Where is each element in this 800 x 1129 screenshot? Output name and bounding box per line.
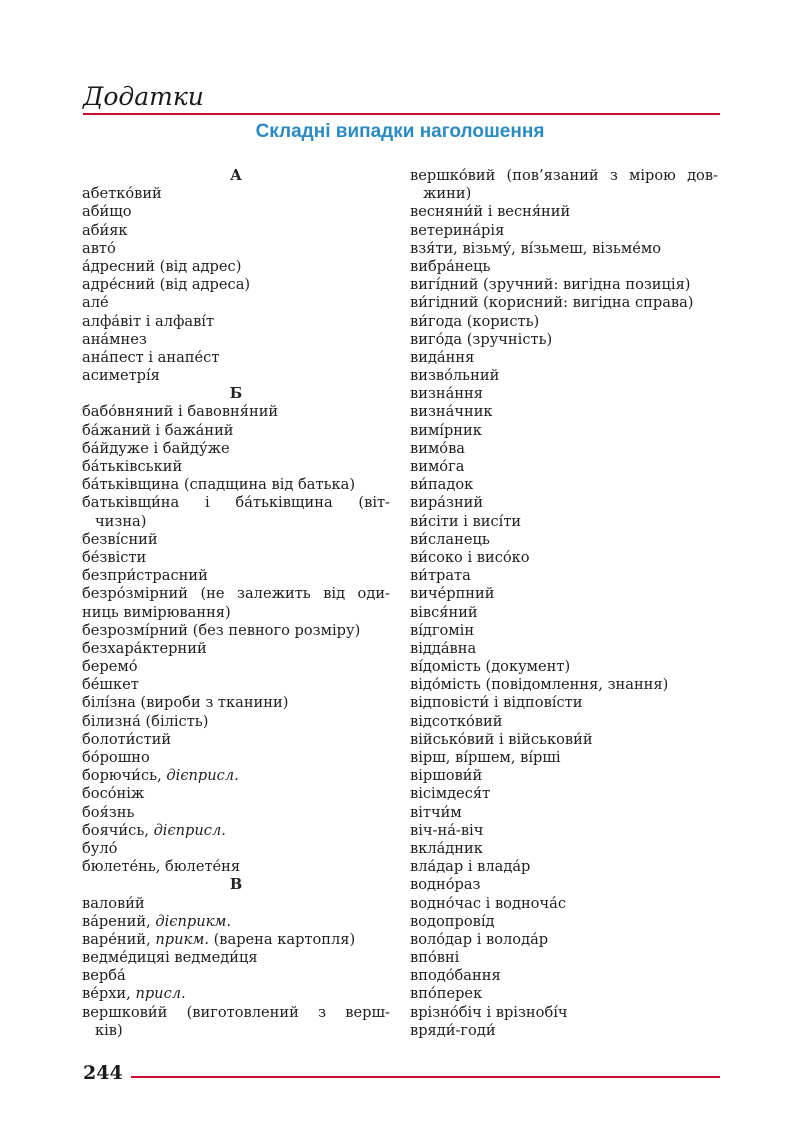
- entry-text: білі́зна (вироби з тканини): [82, 694, 289, 712]
- entry-text: безро́змірний (не залежить від оди-: [82, 585, 390, 603]
- entry-text: ви́года (користь): [410, 312, 540, 330]
- entry-text: борючи́сь,: [82, 767, 167, 785]
- dictionary-entry: [410, 203, 718, 221]
- dictionary-entry: [82, 731, 390, 749]
- dictionary-entry: [82, 949, 390, 967]
- dictionary-entry: [410, 604, 718, 622]
- entry-text: безхара́ктерний: [82, 639, 207, 657]
- dictionary-entry: [410, 785, 718, 803]
- grammar-note: дієприкм.: [155, 912, 232, 930]
- entry-text: ана́мнез: [82, 330, 147, 348]
- entry-text: вимо́га: [410, 458, 465, 475]
- entry-text: асиметрі́я: [82, 367, 160, 385]
- dictionary-entry: [82, 694, 390, 712]
- dictionary-entry: [82, 476, 390, 494]
- entry-text: відо́мість (повідомлення, знання): [410, 676, 669, 694]
- entry-text: ви́сланець: [410, 530, 490, 548]
- entry-text: ба́тьківщина (спадщина від батька): [82, 476, 356, 494]
- dictionary-entry: [82, 985, 390, 1003]
- letter-heading: А: [230, 167, 242, 184]
- grammar-note: присл.: [135, 985, 186, 1003]
- entry-text: алфа́віт і алфаві́т: [82, 312, 215, 330]
- header-divider: [83, 113, 720, 115]
- entry-text: ви́гідний (корисний: вигідна справа): [410, 294, 694, 312]
- entry-text: вершкови́й (виготовлений з верш-: [82, 1003, 390, 1021]
- entry-text: було́: [82, 839, 118, 857]
- entry-text: вітчи́м: [410, 803, 462, 821]
- main-heading: Складні випадки наголошення: [255, 121, 545, 142]
- dictionary-entry: [82, 858, 390, 876]
- entry-text: аби́що: [82, 203, 132, 221]
- entry-text: ве́рхи,: [82, 985, 136, 1003]
- entry-text: вісімдеся́т: [410, 785, 491, 803]
- left-column: [82, 167, 390, 1040]
- dictionary-entry: [410, 640, 718, 658]
- dictionary-entry: [410, 549, 718, 567]
- letter-heading: Б: [229, 385, 243, 403]
- dictionary-entry: [410, 949, 718, 967]
- dictionary-entry: [410, 313, 718, 331]
- dictionary-entry: [410, 804, 718, 822]
- entry-text: ниць вимірювання): [82, 603, 231, 621]
- dictionary-entry: [82, 294, 390, 312]
- dictionary-entry: [82, 895, 390, 913]
- entry-text: визво́льний: [410, 367, 500, 385]
- right-column: [410, 167, 718, 1040]
- dictionary-entry: [410, 967, 718, 985]
- entry-text: віршови́й: [410, 767, 483, 785]
- entry-text: безпри́страсний: [82, 567, 208, 585]
- entry-text: врізно́біч і врізнобі́ч: [410, 1003, 568, 1021]
- entry-text: батьківщи́на і ба́тьківщина (віт-: [82, 494, 390, 512]
- entry-text: вибра́нець: [410, 257, 491, 275]
- dictionary-entry: [410, 985, 718, 1003]
- dictionary-entry: [410, 258, 718, 276]
- dictionary-entry: [410, 876, 718, 894]
- dictionary-entry: [82, 913, 390, 931]
- entry-text: валови́й: [82, 894, 145, 912]
- entry-text: визна́чник: [410, 403, 493, 421]
- entry-text: авто́: [82, 239, 116, 257]
- dictionary-entry: [82, 585, 390, 603]
- dictionary-entry: [82, 222, 390, 240]
- dictionary-entry: [410, 494, 718, 512]
- dictionary-entry: [410, 422, 718, 440]
- dictionary-entry: [410, 895, 718, 913]
- page-number: 244: [83, 1062, 123, 1084]
- dictionary-entry: [410, 385, 718, 403]
- dictionary-entry: [410, 731, 718, 749]
- entry-text: аби́як: [82, 221, 128, 239]
- entry-text: верба́: [82, 967, 126, 985]
- entry-text: ана́пест і анапе́ст: [82, 348, 220, 366]
- entry-text: вла́дар і влада́р: [410, 858, 531, 876]
- entry-text: військо́вий і військови́й: [410, 730, 593, 748]
- entry-text: відсотко́вий: [410, 712, 503, 730]
- entry-text: вигі́дний (зручний: вигідна позиція): [410, 276, 691, 294]
- entry-text: ведме́дицяі ведмеди́ця: [82, 949, 258, 967]
- entry-text: безві́сний: [82, 530, 158, 548]
- dictionary-entry: [410, 858, 718, 876]
- dictionary-entry: [82, 494, 390, 512]
- entry-text: білизна́ (білість): [82, 712, 209, 730]
- dictionary-entry: [410, 276, 718, 294]
- entry-text: ба́йдуже і байду́же: [82, 439, 230, 457]
- entry-text: вимо́ва: [410, 439, 465, 457]
- entry-text: ветерина́рія: [410, 221, 505, 239]
- dictionary-entry: [410, 476, 718, 494]
- entry-text: ків): [95, 1021, 123, 1039]
- dictionary-entry: [82, 567, 390, 585]
- dictionary-entry: [82, 804, 390, 822]
- entry-text: боячи́сь,: [82, 821, 154, 839]
- entry-text: абетко́вий: [82, 185, 162, 203]
- dictionary-entry: [410, 840, 718, 858]
- entry-text: бабо́вняний і бавовня́ний: [82, 403, 279, 421]
- dictionary-entry: [410, 767, 718, 785]
- entry-text: вкла́дник: [410, 839, 483, 857]
- dictionary-entry: [82, 822, 390, 840]
- dictionary-entry: [410, 185, 718, 203]
- dictionary-entry: [82, 658, 390, 676]
- dictionary-entry: [410, 658, 718, 676]
- dictionary-entry: [410, 931, 718, 949]
- dictionary-entry: [82, 1022, 390, 1040]
- entry-text: варе́ний,: [82, 930, 156, 948]
- entry-text: воло́дар і волода́р: [410, 930, 549, 948]
- entry-text: ба́жаний і бажа́ний: [82, 421, 234, 439]
- dictionary-entry: [82, 967, 390, 985]
- dictionary-entry: [410, 167, 718, 185]
- dictionary-entry: [410, 349, 718, 367]
- dictionary-entry: [410, 531, 718, 549]
- entry-text: визна́ння: [410, 385, 483, 403]
- dictionary-entry: [410, 676, 718, 694]
- dictionary-entry: [410, 294, 718, 312]
- letter-heading: В: [229, 876, 243, 894]
- dictionary-entry: [82, 749, 390, 767]
- entry-text: боя́знь: [82, 803, 135, 821]
- dictionary-entry: [82, 767, 390, 785]
- entry-text: виго́да (зручність): [410, 330, 553, 348]
- entry-text: вряди́-годи́: [410, 1021, 496, 1039]
- entry-text: бе́шкет: [82, 676, 139, 694]
- dictionary-entry: [410, 367, 718, 385]
- dictionary-entry: [410, 331, 718, 349]
- entry-text: ві́домість (документ): [410, 658, 571, 676]
- dictionary-entry: [410, 440, 718, 458]
- entry-text: впо́перек: [410, 985, 483, 1003]
- entry-text: вершко́вий (пов’язаний з мірою дов-: [410, 167, 718, 184]
- entry-text: адре́сний (від адреса): [82, 276, 251, 294]
- dictionary-entry: [82, 240, 390, 258]
- grammar-note: дієприсл.: [166, 767, 239, 785]
- section-title: Додатки: [83, 82, 204, 111]
- grammar-note: прикм.: [155, 930, 209, 948]
- entry-text: безрозмі́рний (без певного розміру): [82, 621, 361, 639]
- entry-text: болоти́стий: [82, 730, 172, 748]
- entry-text: але́: [82, 294, 109, 312]
- dictionary-entry: [410, 458, 718, 476]
- dictionary-entry: [82, 676, 390, 694]
- entry-text: ви́соко і висо́ко: [410, 548, 530, 566]
- entry-text: водно́час і водноча́с: [410, 894, 566, 912]
- dictionary-entry: [82, 840, 390, 858]
- dictionary-entry: [410, 694, 718, 712]
- dictionary-entry: [82, 931, 390, 949]
- entry-text: бюлете́нь, бюлете́ня: [82, 858, 241, 876]
- dictionary-entry: [82, 785, 390, 803]
- dictionary-entry: [410, 585, 718, 603]
- entry-text: водопрові́д: [410, 912, 495, 930]
- entry-text: бо́рошно: [82, 749, 150, 766]
- entry-text: вірш, ві́ршем, ві́рші: [410, 749, 561, 766]
- dictionary-entry: [410, 913, 718, 931]
- dictionary-entry: [82, 367, 390, 385]
- entry-text: бе́звісти: [82, 548, 147, 566]
- dictionary-entry: [82, 331, 390, 349]
- dictionary-entry: [82, 513, 390, 531]
- entry-text: ві́дгомін: [410, 621, 475, 639]
- dictionary-entry: [410, 403, 718, 421]
- dictionary-entry: [410, 513, 718, 531]
- dictionary-entry: [82, 422, 390, 440]
- dictionary-entry: [82, 531, 390, 549]
- entry-text: ба́тьківський: [82, 458, 183, 475]
- entry-text: жини): [423, 185, 472, 203]
- entry-text: ва́рений,: [82, 912, 156, 930]
- dictionary-entry: [410, 1004, 718, 1022]
- dictionary-entry: [82, 203, 390, 221]
- dictionary-entry: [410, 1022, 718, 1040]
- dictionary-entry: [82, 604, 390, 622]
- grammar-note: дієприсл.: [153, 821, 226, 839]
- entry-text: ви́падок: [410, 476, 474, 494]
- dictionary-entry: [82, 640, 390, 658]
- entry-text: вподо́бання: [410, 967, 501, 985]
- dictionary-entry: [82, 713, 390, 731]
- entry-text: водно́раз: [410, 876, 481, 894]
- entry-text: вира́зний: [410, 494, 484, 512]
- dictionary-entry: [82, 549, 390, 567]
- entry-gloss: (варена картопля): [208, 930, 356, 948]
- entry-text: вида́ння: [410, 348, 475, 366]
- entry-text: босо́ніж: [82, 785, 145, 803]
- dictionary-entry: [82, 403, 390, 421]
- dictionary-entry: [82, 1004, 390, 1022]
- entry-text: ви́сіти і висі́ти: [410, 512, 522, 530]
- entry-text: відповісти́ і відпові́сти: [410, 694, 583, 712]
- entry-text: віч-на́-віч: [410, 821, 484, 839]
- dictionary-entry: [410, 622, 718, 640]
- dictionary-entry: [410, 567, 718, 585]
- entry-text: весняни́й і весня́ний: [410, 203, 571, 221]
- dictionary-entry: [410, 749, 718, 767]
- dictionary-entry: [82, 276, 390, 294]
- dictionary-entry: [410, 822, 718, 840]
- entry-text: ви́трата: [410, 567, 471, 585]
- dictionary-entry: [82, 185, 390, 203]
- dictionary-entry: [410, 222, 718, 240]
- entry-text: беремо́: [82, 658, 138, 676]
- dictionary-entry: [82, 349, 390, 367]
- dictionary-entry: [82, 458, 390, 476]
- dictionary-entry: [82, 258, 390, 276]
- entry-text: а́дресний (від адрес): [82, 257, 242, 275]
- dictionary-entry: [410, 240, 718, 258]
- entry-text: впо́вні: [410, 949, 460, 967]
- dictionary-entry: [410, 713, 718, 731]
- dictionary-entry: [82, 622, 390, 640]
- entry-text: вимі́рник: [410, 421, 482, 439]
- footer-divider: [131, 1076, 720, 1078]
- entry-text: вівся́ний: [410, 603, 478, 621]
- entry-text: взя́ти, візьму́, ві́зьмеш, візьме́мо: [410, 239, 662, 257]
- entry-text: відда́вна: [410, 639, 477, 657]
- dictionary-entry: [82, 440, 390, 458]
- dictionary-entry: [82, 313, 390, 331]
- entry-text: чизна): [95, 512, 147, 530]
- entry-text: виче́рпний: [410, 585, 495, 603]
